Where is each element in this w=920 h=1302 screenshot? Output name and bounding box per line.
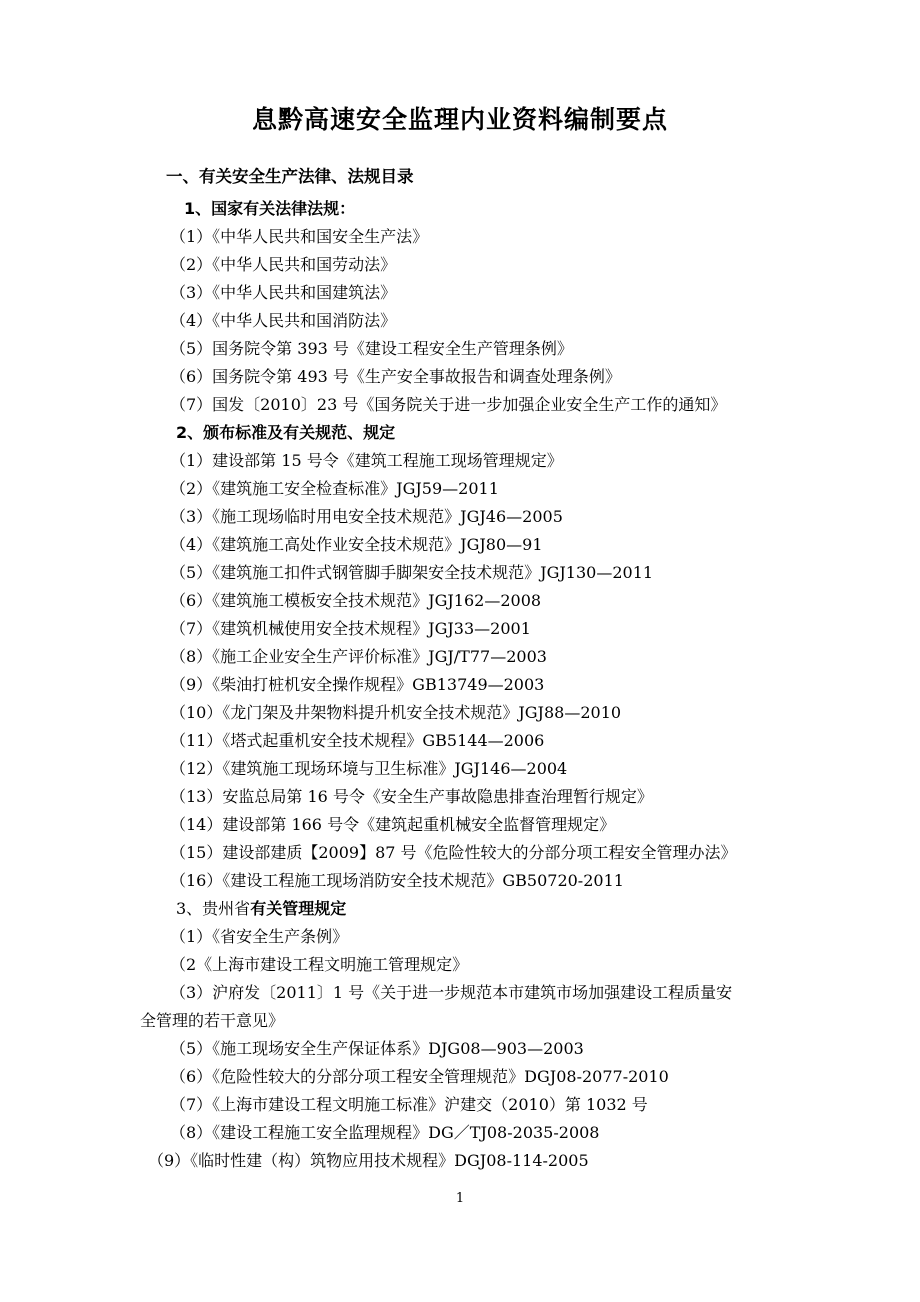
list-item: （3）《施工现场临时用电安全技术规范》JGJ46—2005 <box>170 507 563 526</box>
list-item: （7）《上海市建设工程文明施工标准》沪建交（2010）第 1032 号 <box>170 1095 648 1114</box>
list-item: （5）《施工现场安全生产保证体系》DJG08—903—2003 <box>170 1039 584 1058</box>
list-item: （5）国务院令第 393 号《建设工程安全生产管理条例》 <box>170 339 573 358</box>
list-item: （13）安监总局第 16 号令《安全生产事故隐患排查治理暂行规定》 <box>170 787 653 806</box>
list-item: （7）国发〔2010〕23 号《国务院关于进一步加强企业安全生产工作的通知》 <box>170 395 727 414</box>
list-item: （8）《建设工程施工安全监理规程》DG／TJ08-2035-2008 <box>170 1123 600 1142</box>
list-item: （2《上海市建设工程文明施工管理规定》 <box>170 955 469 974</box>
list-item: （8）《施工企业安全生产评价标准》JGJ/T77—2003 <box>170 647 547 666</box>
list-item: （15）建设部建质【2009】87 号《危险性较大的分部分项工程安全管理办法》 <box>170 843 737 862</box>
subsection-heading-prefix: 3、贵州省 <box>176 899 251 918</box>
list-item: （6）《建筑施工模板安全技术规范》JGJ162—2008 <box>170 591 542 610</box>
list-item: （2）《中华人民共和国劳动法》 <box>170 255 397 274</box>
page-number: 1 <box>455 1191 465 1206</box>
list-item: （6）国务院令第 493 号《生产安全事故报告和调查处理条例》 <box>170 367 621 386</box>
section-heading: 一、有关安全生产法律、法规目录 <box>166 167 414 186</box>
list-item: （12）《建筑施工现场环境与卫生标准》JGJ146—2004 <box>170 759 568 778</box>
subsection-heading <box>176 898 346 920</box>
list-item: （9）《临时性建（构）筑物应用技术规程》DGJ08-114-2005 <box>148 1151 589 1170</box>
list-item: （10）《龙门架及井架物料提升机安全技术规范》JGJ88—2010 <box>170 703 622 722</box>
list-item: （4）《中华人民共和国消防法》 <box>170 311 397 330</box>
list-item: （1）《中华人民共和国安全生产法》 <box>170 227 429 246</box>
subsection-heading: 2、颁布标准及有关规范、规定 <box>176 423 396 442</box>
list-item: （16）《建设工程施工现场消防安全技术规范》GB50720-2011 <box>170 871 624 890</box>
subsection-heading-bold: 有关管理规定 <box>250 899 347 918</box>
list-item: （3）沪府发〔2011〕1 号《关于进一步规范本市建筑市场加强建设工程质量安 <box>170 983 733 1002</box>
list-item-continuation: 全管理的若干意见》 <box>140 1011 285 1030</box>
list-item: （1）建设部第 15 号令《建筑工程施工现场管理规定》 <box>170 451 563 470</box>
list-item: （7）《建筑机械使用安全技术规程》JGJ33—2001 <box>170 619 531 638</box>
list-item: （1）《省安全生产条例》 <box>170 927 349 946</box>
list-item: （4）《建筑施工高处作业安全技术规范》JGJ80—91 <box>170 535 543 554</box>
subsection-heading: 1、国家有关法律法规： <box>184 199 356 218</box>
list-item: （5）《建筑施工扣件式钢管脚手脚架安全技术规范》JGJ130—2011 <box>170 563 654 582</box>
list-item: （14）建设部第 166 号令《建筑起重机械安全监督管理规定》 <box>170 815 616 834</box>
list-item: （6）《危险性较大的分部分项工程安全管理规范》DGJ08-2077-2010 <box>170 1067 669 1086</box>
list-item: （9）《柴油打桩机安全操作规程》GB13749—2003 <box>170 675 545 694</box>
list-item: （2）《建筑施工安全检查标准》JGJ59—2011 <box>170 479 499 498</box>
list-item: （11）《塔式起重机安全技术规程》GB5144—2006 <box>170 731 545 750</box>
list-item: （3）《中华人民共和国建筑法》 <box>170 283 397 302</box>
page-title: 息黔高速安全监理内业资料编制要点 <box>251 105 668 134</box>
